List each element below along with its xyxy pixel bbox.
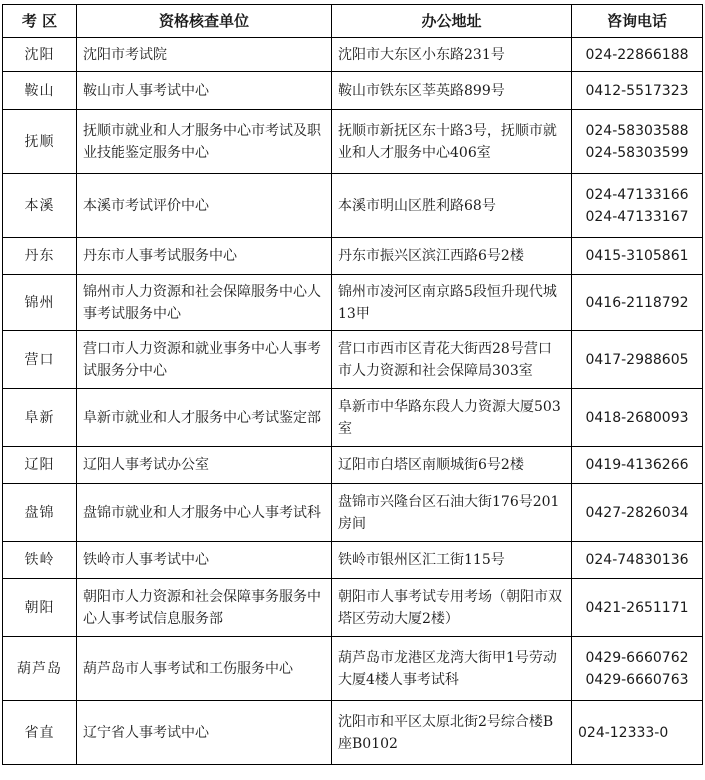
phone-cell — [572, 701, 703, 765]
address-cell: 朝阳市人事考试专用考场（朝阳市双塔区劳动大厦2楼） — [332, 579, 572, 637]
phone-number: 024-47133167 — [585, 208, 689, 225]
address-cell: 葫芦岛市龙港区龙湾大街甲1号劳动大厦4楼人事考试科 — [332, 637, 572, 701]
area-cell: 葫芦岛 — [3, 637, 77, 701]
table-row — [3, 331, 703, 389]
phone-number: 024-58303588 — [585, 122, 689, 139]
phone-number: 0421-2651171 — [585, 599, 689, 616]
phone-number: 024-74830136 — [585, 552, 689, 568]
unit-cell: 本溪市考试评价中心 — [77, 174, 332, 238]
unit-cell: 辽阳人事考试办公室 — [77, 447, 332, 484]
address-cell: 本溪市明山区胜利路68号 — [332, 174, 572, 238]
table-row — [3, 542, 703, 579]
phone-cell — [572, 389, 703, 447]
phone-number: 0415-3105861 — [585, 248, 689, 264]
address-cell: 盘锦市兴隆台区石油大街176号201房间 — [332, 484, 572, 542]
address-cell: 营口市西市区青花大街西28号营口市人力资源和社会保障局303室 — [332, 331, 572, 389]
phone-cell — [572, 174, 703, 238]
phone-number: 024-12333-0 — [578, 724, 669, 741]
table-row — [3, 389, 703, 447]
phone-cell — [572, 484, 703, 542]
phone-cell — [572, 331, 703, 389]
area-cell: 营口 — [3, 331, 77, 389]
header-unit: 资格核查单位 — [77, 5, 332, 38]
address-cell: 沈阳市大东区小东路231号 — [332, 38, 572, 72]
unit-cell: 锦州市人力资源和社会保障服务中心人事考试服务中心 — [77, 275, 332, 331]
area-cell: 锦州 — [3, 275, 77, 331]
phone-number: 0418-2680093 — [585, 409, 689, 426]
phone-cell — [572, 238, 703, 275]
address-cell: 沈阳市和平区太原北街2号综合楼B座B0102 — [332, 701, 572, 765]
phone-cell — [572, 110, 703, 174]
address-cell: 辽阳市白塔区南顺城街6号2楼 — [332, 447, 572, 484]
table-row — [3, 174, 703, 238]
header-address: 办公地址 — [332, 5, 572, 38]
phone-number: 024-22866188 — [585, 46, 689, 63]
area-cell: 阜新 — [3, 389, 77, 447]
area-cell: 抚顺 — [3, 110, 77, 174]
unit-cell: 盘锦市就业和人才服务中心人事考试科 — [77, 484, 332, 542]
unit-cell: 鞍山市人事考试中心 — [77, 72, 332, 110]
phone-cell — [572, 542, 703, 579]
exam-office-table — [2, 4, 703, 765]
header-phone: 咨询电话 — [572, 5, 703, 38]
unit-cell: 铁岭市人事考试中心 — [77, 542, 332, 579]
phone-cell — [572, 579, 703, 637]
phone-number: 0412-5517323 — [585, 82, 689, 99]
address-cell: 鞍山市铁东区莘英路899号 — [332, 72, 572, 110]
phone-number: 024-58303599 — [585, 144, 689, 161]
area-cell: 沈阳 — [3, 38, 77, 72]
phone-cell — [572, 447, 703, 484]
phone-cell — [572, 38, 703, 72]
unit-cell: 朝阳市人力资源和社会保障事务服务中心人事考试信息服务部 — [77, 579, 332, 637]
table-row — [3, 484, 703, 542]
unit-cell: 辽宁省人事考试中心 — [77, 701, 332, 765]
area-cell: 省直 — [3, 701, 77, 765]
unit-cell: 抚顺市就业和人才服务中心市考试及职业技能鉴定服务中心 — [77, 110, 332, 174]
table-row — [3, 38, 703, 72]
area-cell: 辽阳 — [3, 447, 77, 484]
unit-cell: 葫芦岛市人事考试和工伤服务中心 — [77, 637, 332, 701]
table-row — [3, 701, 703, 765]
unit-cell: 丹东市人事考试服务中心 — [77, 238, 332, 275]
header-area: 考 区 — [3, 5, 77, 38]
area-cell: 盘锦 — [3, 484, 77, 542]
unit-cell: 沈阳市考试院 — [77, 38, 332, 72]
area-cell: 鞍山 — [3, 72, 77, 110]
phone-number: 0419-4136266 — [585, 457, 689, 473]
area-cell: 铁岭 — [3, 542, 77, 579]
table-row — [3, 238, 703, 275]
table-row — [3, 72, 703, 110]
phone-number: 024-47133166 — [585, 186, 689, 203]
phone-cell — [572, 637, 703, 701]
area-cell: 丹东 — [3, 238, 77, 275]
phone-cell — [572, 275, 703, 331]
address-cell: 抚顺市新抚区东十路3号，抚顺市就业和人才服务中心406室 — [332, 110, 572, 174]
address-cell: 阜新市中华路东段人力资源大厦503室 — [332, 389, 572, 447]
unit-cell: 营口市人力资源和就业事务中心人事考试服务分中心 — [77, 331, 332, 389]
phone-number: 0429-6660762 — [585, 649, 689, 666]
table-row — [3, 579, 703, 637]
address-cell: 锦州市凌河区南京路5段恒升现代城13甲 — [332, 275, 572, 331]
unit-cell: 阜新市就业和人才服务中心考试鉴定部 — [77, 389, 332, 447]
area-cell: 朝阳 — [3, 579, 77, 637]
address-cell: 丹东市振兴区滨江西路6号2楼 — [332, 238, 572, 275]
address-cell: 铁岭市银州区汇工街115号 — [332, 542, 572, 579]
phone-number: 0417-2988605 — [585, 351, 689, 368]
area-cell: 本溪 — [3, 174, 77, 238]
table-header-row — [3, 5, 703, 38]
table-row — [3, 110, 703, 174]
phone-number: 0427-2826034 — [585, 504, 689, 521]
table-row — [3, 447, 703, 484]
phone-number: 0429-6660763 — [585, 671, 689, 688]
phone-cell — [572, 72, 703, 110]
table-row — [3, 637, 703, 701]
table-row — [3, 275, 703, 331]
phone-number: 0416-2118792 — [585, 294, 689, 311]
